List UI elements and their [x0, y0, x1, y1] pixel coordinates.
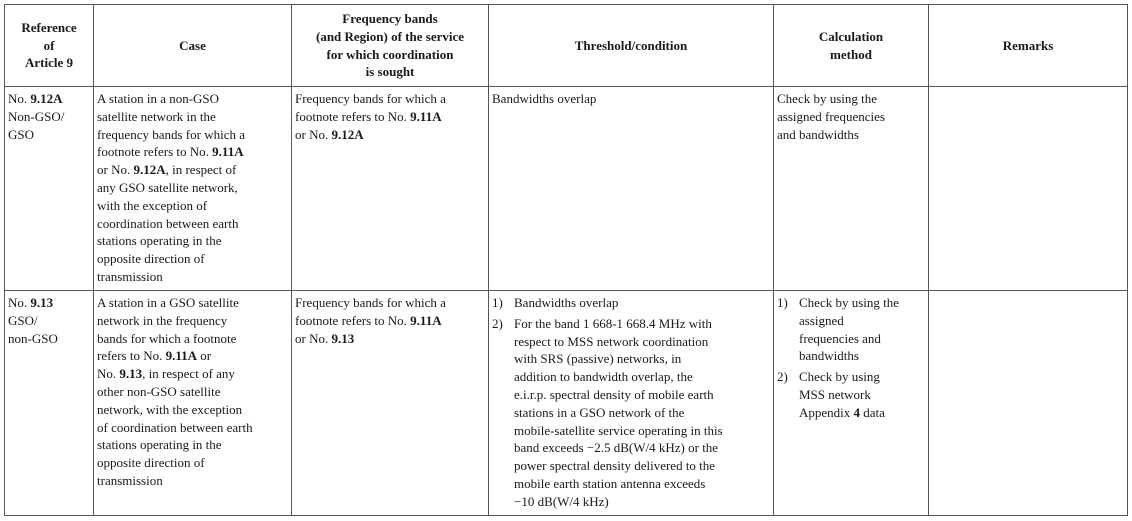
cell-threshold [489, 291, 774, 516]
table-row [5, 87, 1128, 291]
cell-calculation-method [774, 291, 929, 516]
list-item: 2) For the band 1 668-1 668.4 MHz with respect to MSS network coordination with SRS (passive) networks, in addition to bandwidth overlap, the e.i.r.p. spectral density of mobile earth stations in a GSO network of the mobile-satellite service operating in this band exceeds −2.5 dB(W/4 kHz) or the power spectral density delivered to the mobile earth station antenna exceeds −10 dB(W/4 kHz) [492, 315, 723, 509]
calculation-list [777, 294, 925, 422]
header-threshold: Threshold/condition [489, 5, 774, 87]
table-row [5, 291, 1128, 516]
cell-case: A station in a non-GSO satellite network in the frequency bands for which a footnote refers to No. 9.11A or No. 9.12A, in respect of any GSO satellite network, with the exception of coordination between earth stations operating in the opposite direction of transmission [94, 87, 292, 291]
cell-frequency-bands: Frequency bands for which a footnote refers to No. 9.11A or No. 9.12A [292, 87, 489, 291]
cell-case: A station in a GSO satellite network in the frequency bands for which a footnote refers to No. 9.11A or No. 9.13, in respect of any other non-GSO satellite network, with the exception of coordination between earth stations operating in the opposite direction of transmission [94, 291, 292, 516]
cell-reference: No. 9.12A Non-GSO/ GSO [5, 87, 94, 291]
cell-remarks [929, 87, 1128, 291]
table-header-row [5, 5, 1128, 87]
cell-calculation-method: Check by using the assigned frequencies and bandwidths [774, 87, 929, 291]
cell-reference: No. 9.13 GSO/ non-GSO [5, 291, 94, 516]
cell-frequency-bands: Frequency bands for which a footnote refers to No. 9.11A or No. 9.13 [292, 291, 489, 516]
cell-remarks [929, 291, 1128, 516]
header-remarks: Remarks [929, 5, 1128, 87]
header-calculation-method: Calculation method [774, 5, 929, 87]
cell-threshold: Bandwidths overlap [489, 87, 774, 291]
coordination-table [4, 4, 1128, 516]
threshold-list [492, 294, 770, 511]
list-item: 1) Bandwidths overlap [492, 295, 619, 310]
header-frequency-bands: Frequency bands (and Region) of the service for which coordination is sought [292, 5, 489, 87]
header-case: Case [94, 5, 292, 87]
list-item: 2) Check by using MSS network Appendix 4 data [777, 369, 885, 420]
list-item: 1) Check by using the assigned frequencies and bandwidths [777, 295, 900, 364]
header-reference: Reference of Article 9 [5, 5, 94, 87]
